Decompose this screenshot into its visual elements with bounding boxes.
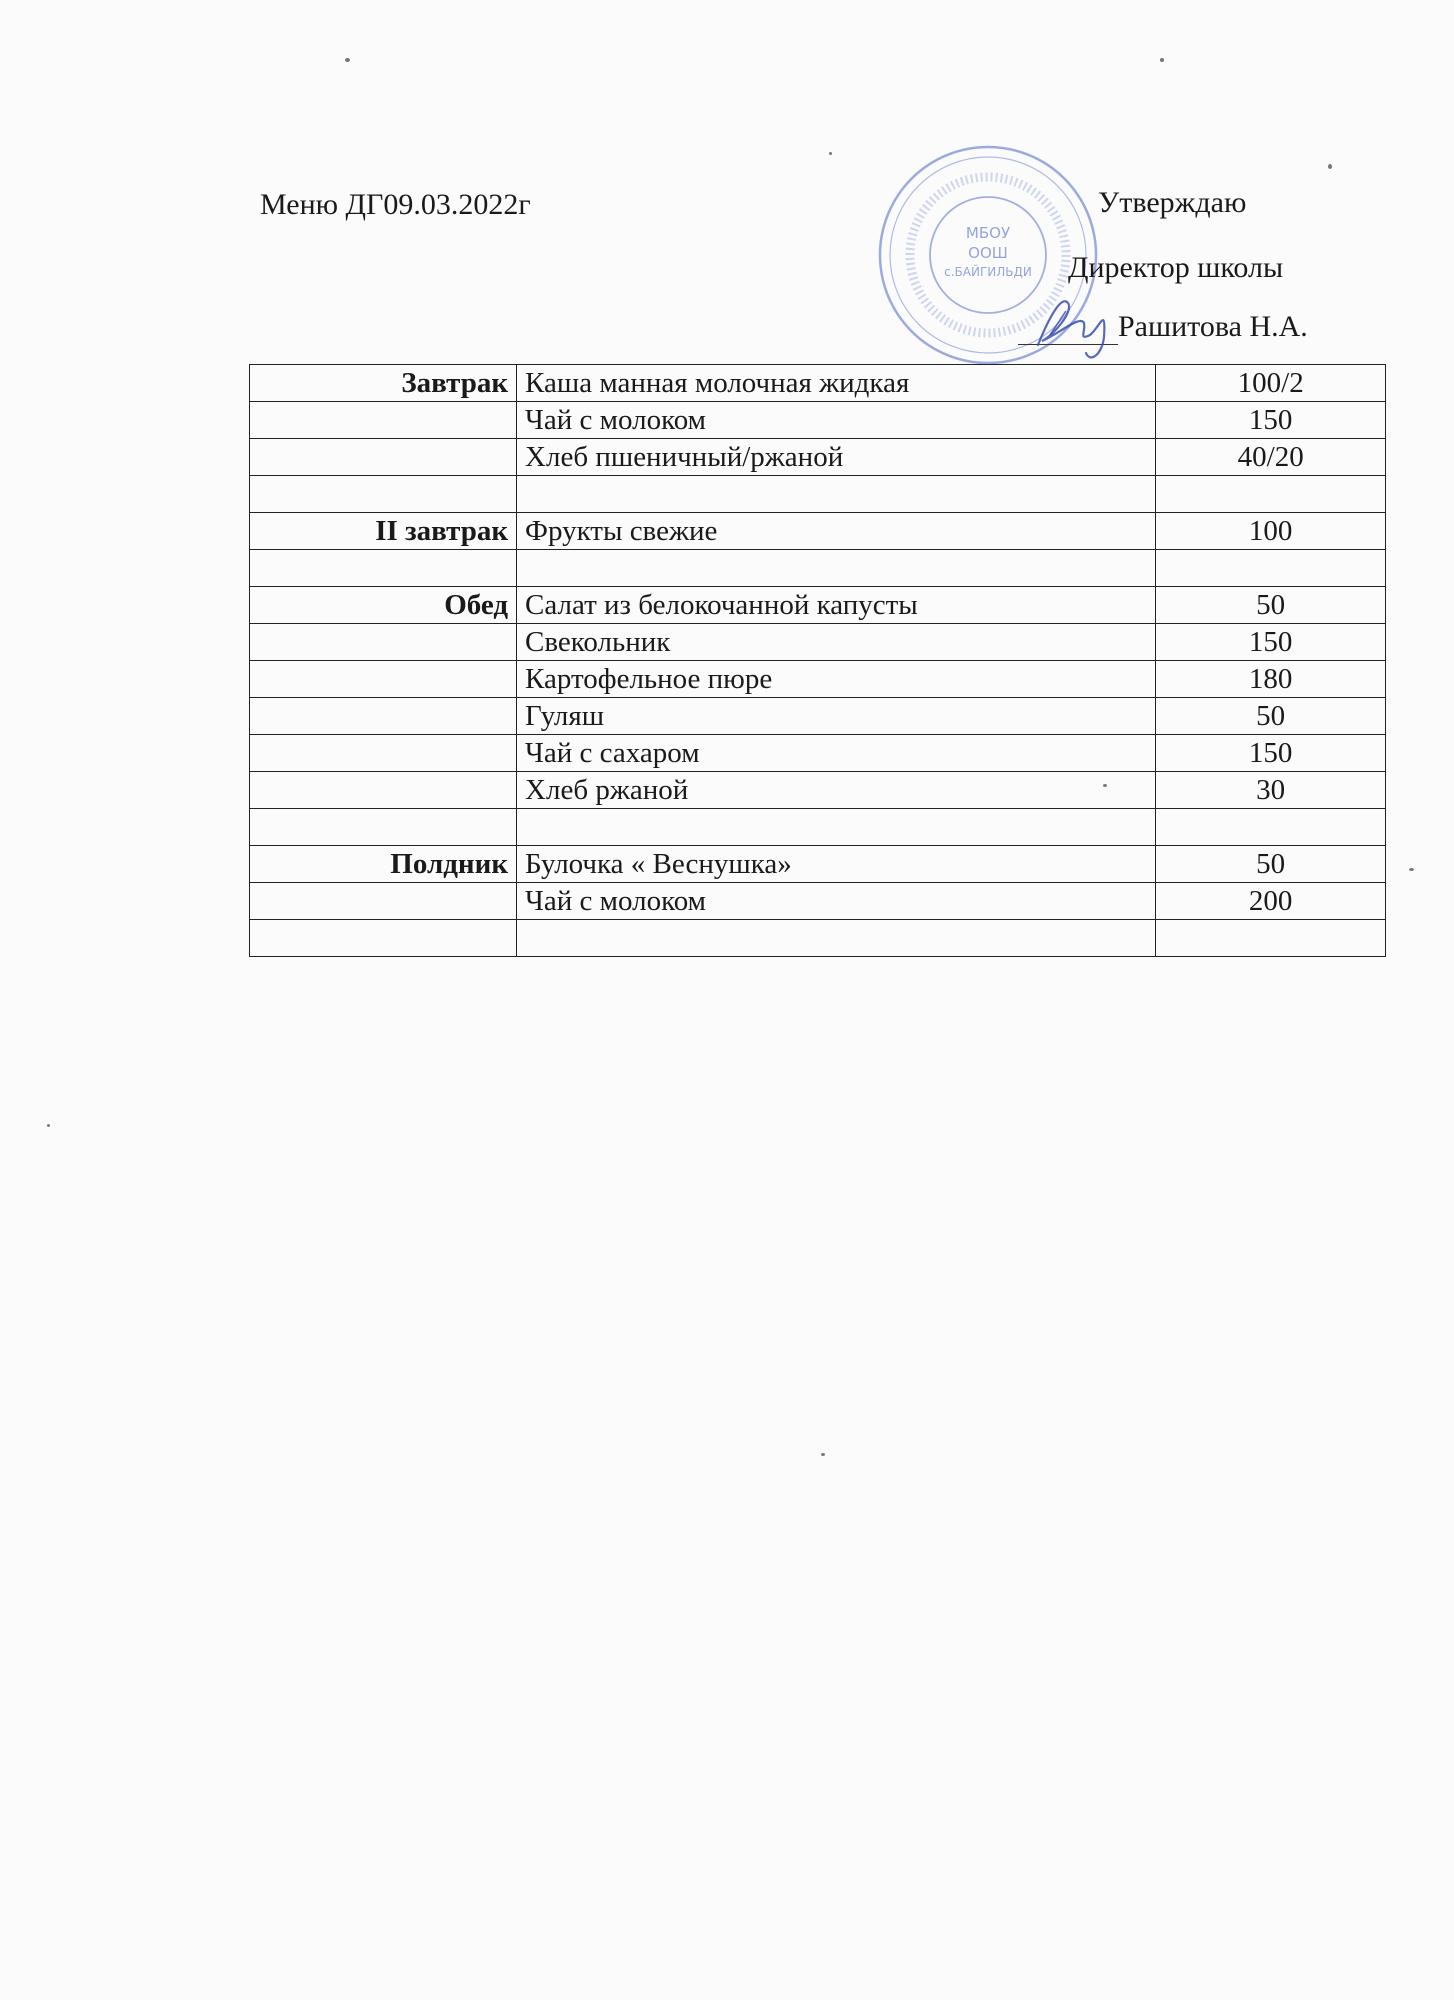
meal-cell: II завтрак [250,513,517,550]
menu-row [250,476,1386,513]
stamp-line-2: ООШ [968,244,1008,262]
dish-cell: Каша манная молочная жидкая [517,365,1156,402]
dish-cell: Чай с молоком [517,402,1156,439]
amount-cell: 150 [1156,624,1386,661]
dish-cell [517,809,1156,846]
amount-cell: 180 [1156,661,1386,698]
amount-cell [1156,809,1386,846]
stamp-line-1: МБОУ [965,224,1011,242]
meal-cell: Обед [250,587,517,624]
dish-cell: Гуляш [517,698,1156,735]
dish-cell: Хлеб ржаной [517,772,1156,809]
menu-row [250,365,1386,402]
amount-cell: 50 [1156,846,1386,883]
dish-cell: Салат из белокочанной капусты [517,587,1156,624]
meal-cell [250,735,517,772]
menu-row [250,846,1386,883]
dish-cell [517,920,1156,957]
menu-row [250,920,1386,957]
meal-cell [250,883,517,920]
meal-cell [250,809,517,846]
dish-cell: Свекольник [517,624,1156,661]
amount-cell: 150 [1156,402,1386,439]
amount-cell: 150 [1156,735,1386,772]
meal-cell: Полдник [250,846,517,883]
dish-cell: Фрукты свежие [517,513,1156,550]
amount-cell: 200 [1156,883,1386,920]
amount-cell: 50 [1156,698,1386,735]
amount-cell [1156,920,1386,957]
amount-cell: 40/20 [1156,439,1386,476]
meal-cell [250,476,517,513]
menu-row [250,661,1386,698]
menu-row [250,402,1386,439]
director-signature [1020,275,1130,365]
amount-cell [1156,550,1386,587]
menu-row [250,550,1386,587]
menu-row [250,587,1386,624]
director-position: Директор школы [1068,251,1284,284]
menu-row [250,439,1386,476]
menu-row [250,624,1386,661]
amount-cell: 50 [1156,587,1386,624]
meal-cell [250,439,517,476]
page-title: Меню ДГ09.03.2022г [260,188,531,221]
amount-cell: 100/2 [1156,365,1386,402]
dish-cell [517,476,1156,513]
menu-row [250,513,1386,550]
meal-cell [250,661,517,698]
dish-cell: Картофельное пюре [517,661,1156,698]
dish-cell: Хлеб пшеничный/ржаной [517,439,1156,476]
meal-cell: Завтрак [250,365,517,402]
menu-row [250,735,1386,772]
menu-row [250,772,1386,809]
meal-cell [250,772,517,809]
menu-table-body [250,365,1386,957]
director-name: Рашитова Н.А. [1118,310,1308,343]
menu-row [250,809,1386,846]
amount-cell: 30 [1156,772,1386,809]
dish-cell: Чай с молоком [517,883,1156,920]
dish-cell: Булочка « Веснушка» [517,846,1156,883]
approval-label: Утверждаю [1098,186,1247,219]
meal-cell [250,550,517,587]
menu-row [250,883,1386,920]
amount-cell [1156,476,1386,513]
meal-cell [250,624,517,661]
menu-table [249,364,1386,957]
meal-cell [250,402,517,439]
meal-cell [250,920,517,957]
amount-cell: 100 [1156,513,1386,550]
dish-cell: Чай с сахаром [517,735,1156,772]
dish-cell [517,550,1156,587]
stamp-line-3: с.БАЙГИЛЬДИ [944,265,1032,279]
meal-cell [250,698,517,735]
menu-row [250,698,1386,735]
